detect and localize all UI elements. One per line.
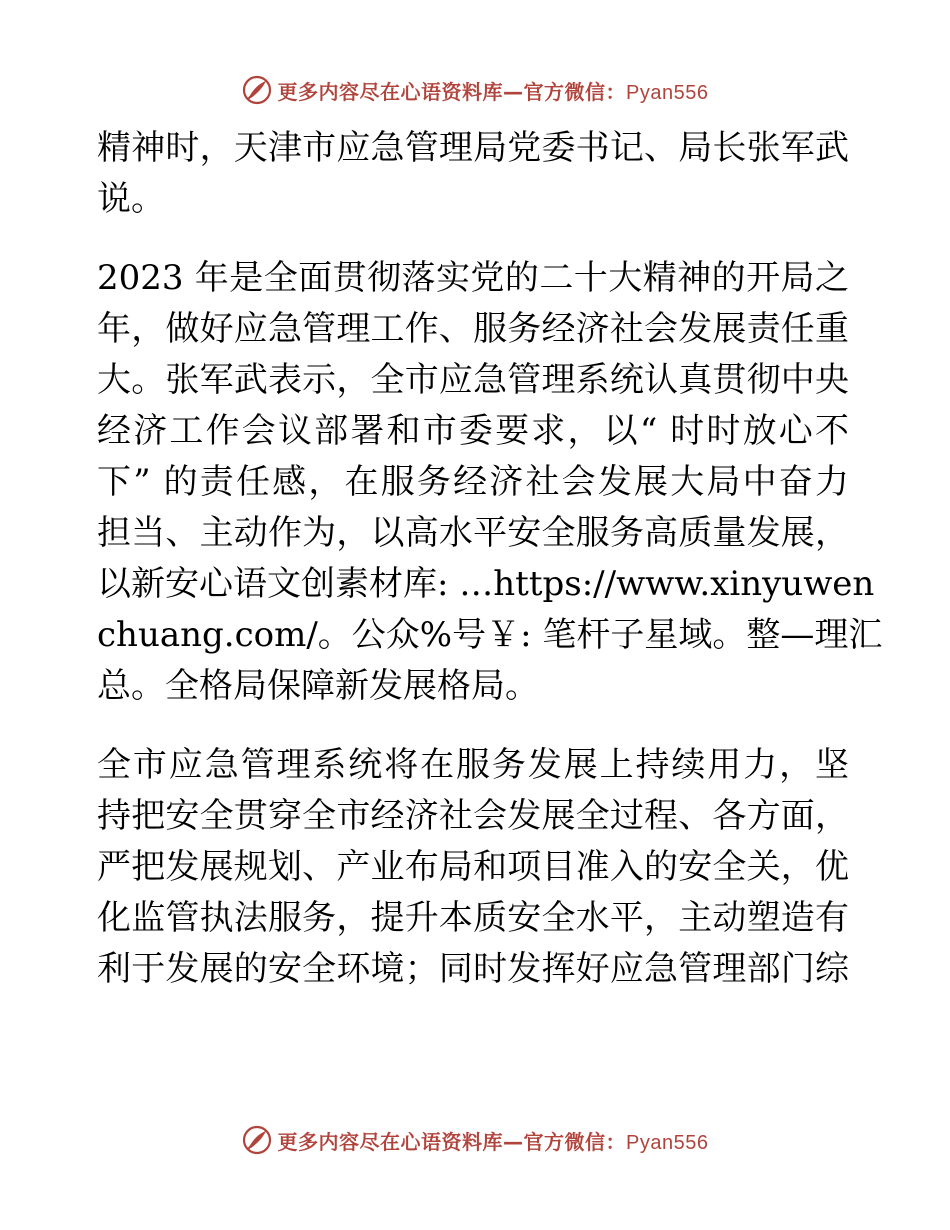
footer-banner xyxy=(0,1120,950,1160)
text-line: 经济工作会议部署和市委要求，以“ 时时放心不 xyxy=(97,411,849,451)
text-line: 严把发展规划、产业布局和项目准入的安全关，优 xyxy=(97,847,849,887)
paragraph xyxy=(97,123,849,225)
text-line: 大。张军武表示，全市应急管理系统认真贯彻中央 xyxy=(97,360,849,400)
quill-pen-logo-icon xyxy=(242,1125,272,1155)
text-line: chuang.com/。公众%号￥: 笔杆子星域。整—理汇 xyxy=(97,615,883,655)
footer-wechat-id: Pyan556 xyxy=(626,1131,709,1154)
text-line: 总。全格局保障新发展格局。 xyxy=(97,666,539,706)
header-banner-text: 更多内容尽在心语资料库—官方微信：Pyan556 xyxy=(277,79,709,104)
header-banner xyxy=(0,70,950,110)
footer-banner-text: 更多内容尽在心语资料库—官方微信：Pyan556 xyxy=(277,1129,709,1154)
text-line: 说。 xyxy=(97,179,165,219)
text-line: 下” 的责任感，在服务经济社会发展大局中奋力 xyxy=(97,462,849,502)
document-body xyxy=(97,123,883,995)
paragraph xyxy=(97,253,883,712)
text-line: 持把安全贯穿全市经济社会发展全过程、各方面， xyxy=(97,796,849,836)
text-line: 担当、主动作为，以高水平安全服务高质量发展， xyxy=(97,513,849,553)
paragraph xyxy=(97,740,849,995)
quill-pen-logo-icon xyxy=(242,75,272,105)
text-line: 2023 年是全面贯彻落实党的二十大精神的开局之 xyxy=(97,258,849,298)
text-line: 以新安心语文创素材库: …https://www.xinyuwen xyxy=(97,564,875,604)
text-line: 年，做好应急管理工作、服务经济社会发展责任重 xyxy=(97,309,849,349)
text-line: 精神时，天津市应急管理局党委书记、局长张军武 xyxy=(97,128,849,168)
text-line: 利于发展的安全环境；同时发挥好应急管理部门综 xyxy=(97,949,849,989)
header-wechat-id: Pyan556 xyxy=(626,81,709,104)
text-line: 化监管执法服务，提升本质安全水平，主动塑造有 xyxy=(97,898,849,938)
text-line: 全市应急管理系统将在服务发展上持续用力，坚 xyxy=(97,745,849,785)
